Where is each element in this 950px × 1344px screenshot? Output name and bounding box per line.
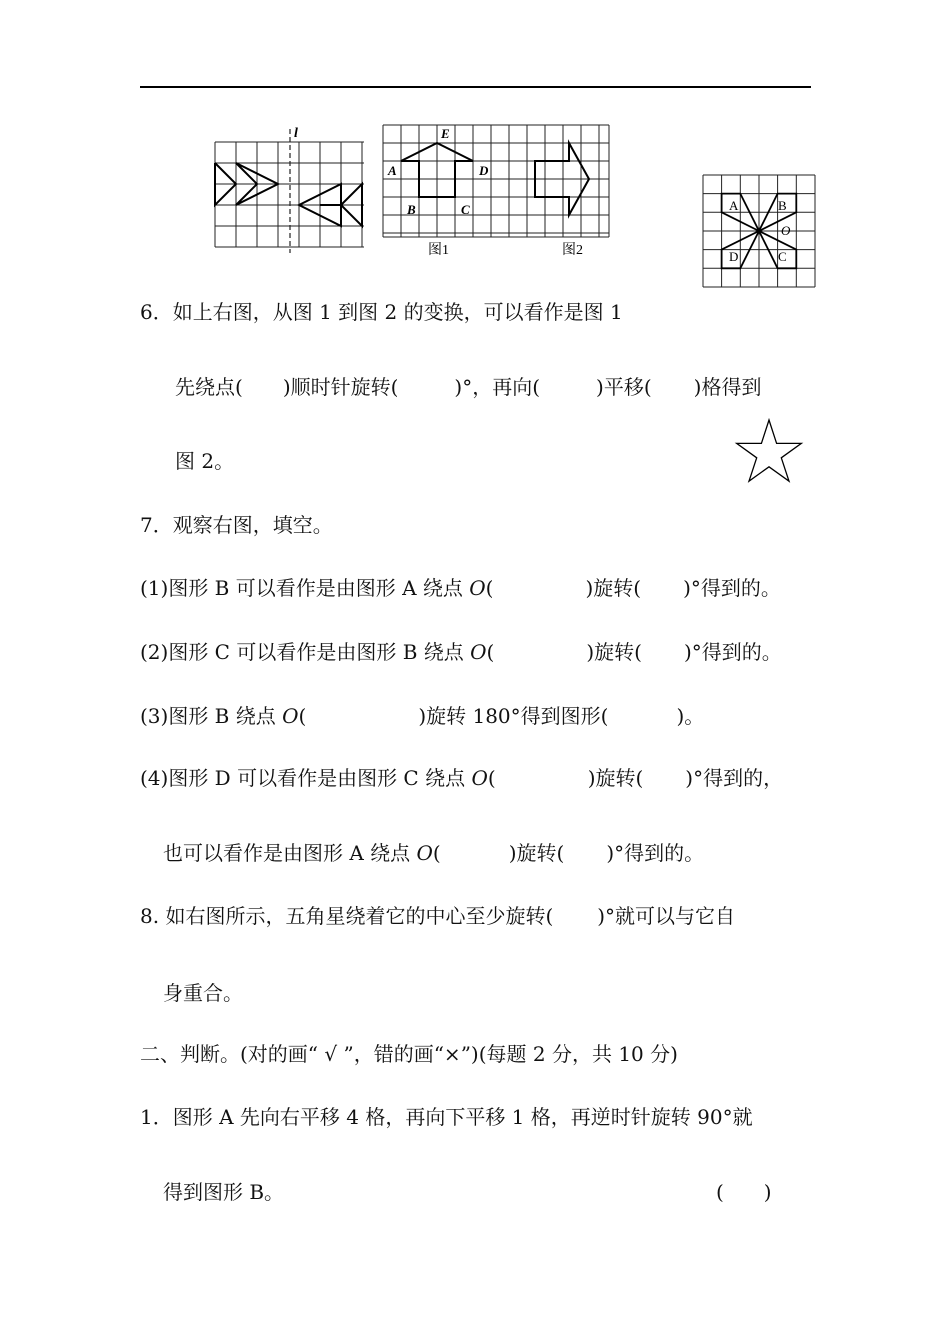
reflection-grid-figure	[210, 125, 370, 255]
q6-part3: )°，再向(	[454, 375, 541, 399]
q7-sub1	[140, 578, 781, 598]
s2-q1-text: 1．图形 A 先向右平移 4 格，再向下平移 1 格，再逆时针旋转 90°就	[140, 1105, 753, 1129]
q7-s1-o: O	[469, 576, 486, 600]
q6-line1	[140, 302, 623, 322]
q7-s4-d: )°得到的，	[685, 766, 784, 790]
q7-s4b-d: )°得到的。	[606, 841, 705, 865]
s2-q1-blank-text: ( )	[716, 1180, 772, 1204]
s2-q1-answer-blank[interactable]	[716, 1182, 772, 1202]
fig2-caption: 图2	[562, 243, 583, 258]
q7-sub3	[140, 706, 704, 726]
shape-B: B	[778, 198, 787, 213]
q7-s2-d: )°得到的。	[683, 640, 782, 664]
q8-part1: 8. 如右图所示，五角星绕着它的中心至少旋转(	[140, 904, 554, 928]
q7-s2-c: )旋转(	[586, 640, 642, 664]
q6-end: 图 2。	[175, 449, 235, 473]
q6-line3	[175, 451, 234, 471]
q8-line2	[163, 983, 243, 1003]
rotation-grid-figure	[700, 172, 820, 290]
q7-s2-o: O	[470, 640, 487, 664]
q7-s1-b: (	[485, 576, 494, 600]
q7-s4b-c: )旋转(	[508, 841, 565, 865]
q7-s2-b: (	[486, 640, 495, 664]
shape-A: A	[729, 198, 739, 213]
s2-q1-end: 得到图形 B。	[163, 1180, 285, 1204]
q7-s4-c: )旋转(	[587, 766, 644, 790]
q8-part2: )°就可以与它自	[597, 904, 736, 928]
s2-q1-line2	[163, 1182, 284, 1202]
q7-s3-b: (	[298, 704, 307, 728]
q7-s1-a: (1)图形 B 可以看作是由图形 A 绕点	[140, 576, 470, 600]
point-D: D	[479, 163, 489, 178]
q6-text: 6．如上右图，从图 1 到图 2 的变换，可以看作是图 1	[140, 300, 623, 324]
section2-title-text: 二、判断。(对的画“ √ ”，错的画“×”)(每题 2 分，共 10 分)	[140, 1042, 678, 1066]
q8-end: 身重合。	[163, 981, 243, 1005]
q7-sub2	[140, 642, 782, 662]
center-O: O	[781, 223, 791, 238]
q7-s2-a: (2)图形 C 可以看作是由图形 B 绕点	[140, 640, 471, 664]
section2-title	[140, 1044, 678, 1064]
q8-line1	[140, 906, 735, 926]
axis-label: l	[294, 126, 298, 141]
q7-s4-a: (4)图形 D 可以看作是由图形 C 绕点	[140, 766, 472, 790]
q7-sub4-cont	[163, 843, 704, 863]
q7-s3-c: )旋转 180°得到图形(	[418, 704, 609, 728]
point-E: E	[441, 126, 450, 141]
fig1-caption: 图1	[428, 243, 449, 258]
q7-s1-d: )°得到的。	[683, 576, 781, 600]
q6-part2: )顺时针旋转(	[282, 375, 399, 399]
q6-part4: )平移(	[596, 375, 652, 399]
q7-s3-a: (3)图形 B 绕点	[140, 704, 283, 728]
q7-s3-o: O	[282, 704, 299, 728]
q6-part5: )格得到	[693, 375, 762, 399]
point-C: C	[461, 202, 470, 217]
s2-q1-line1	[140, 1107, 753, 1127]
q7-s4-b: (	[487, 766, 496, 790]
q7-s4b-b: (	[432, 841, 441, 865]
point-A: A	[388, 163, 397, 178]
point-B: B	[407, 202, 416, 217]
q7-title	[140, 515, 333, 535]
q7-s4b-o: O	[416, 841, 433, 865]
q7-sub4	[140, 768, 783, 788]
q7-title-text: 7．观察右图，填空。	[140, 513, 333, 537]
q7-s4-o: O	[471, 766, 488, 790]
q6-part1: 先绕点(	[175, 375, 243, 399]
q7-s4b-a: 也可以看作是由图形 A 绕点	[163, 841, 417, 865]
q6-line2	[175, 377, 761, 397]
q7-s1-c: )旋转(	[585, 576, 642, 600]
star-figure	[733, 417, 805, 487]
shape-C: C	[778, 249, 787, 264]
shape-D: D	[729, 249, 739, 264]
header-rule	[140, 86, 811, 88]
q7-s3-d: )。	[676, 704, 705, 728]
transformation-grid-figure	[380, 122, 615, 262]
